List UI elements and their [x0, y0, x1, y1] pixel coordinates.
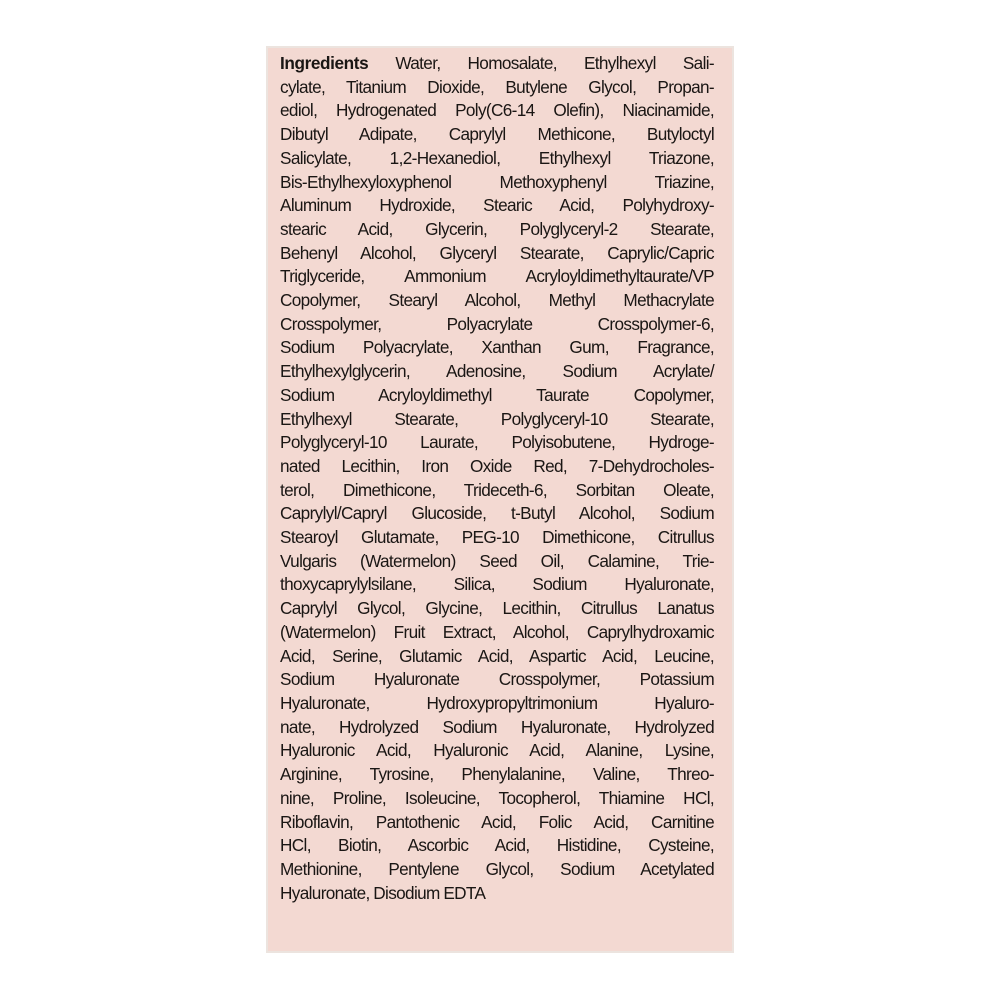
ingredients-heading: Ingredients: [280, 53, 369, 73]
ingredients-text-block: [280, 52, 714, 905]
ingredients-line: Acid, Serine, Glutamic Acid, Aspartic Acid, Leucine,: [280, 645, 714, 666]
ingredients-line: Caprylyl Glycol, Glycine, Lecithin, Citrullus Lanatus: [280, 598, 714, 619]
ingredients-line: nine, Proline, Isoleucine, Tocopherol, Thiamine HCl,: [280, 787, 714, 808]
ingredients-line: Dibutyl Adipate, Caprylyl Methicone, Butyloctyl: [280, 124, 714, 145]
ingredients-line: Methionine, Pentylene Glycol, Sodium Acetylated: [280, 858, 714, 879]
ingredients-line: Sodium Acryloyldimethyl Taurate Copolymer,: [280, 384, 714, 405]
ingredients-line: Triglyceride, Ammonium Acryloyldimethyltaurate/VP: [280, 266, 714, 287]
ingredients-line: Hyaluronic Acid, Hyaluronic Acid, Alanine, Lysine,: [280, 740, 714, 761]
ingredients-line: Bis-Ethylhexyloxyphenol Methoxyphenyl Triazine,: [280, 171, 714, 192]
ingredients-line: Vulgaris (Watermelon) Seed Oil, Calamine, Trie-: [280, 550, 714, 571]
ingredients-line: Hyaluronate, Hydroxypropyltrimonium Hyaluro-: [280, 692, 714, 713]
ingredients-line: Sodium Hyaluronate Crosspolymer, Potassium: [280, 669, 714, 690]
ingredients-line: Crosspolymer, Polyacrylate Crosspolymer-6,: [280, 313, 714, 334]
ingredients-line: nated Lecithin, Iron Oxide Red, 7-Dehydrocholes-: [280, 455, 714, 476]
ingredients-line: Riboflavin, Pantothenic Acid, Folic Acid, Carnitine: [280, 811, 714, 832]
ingredients-line: Arginine, Tyrosine, Phenylalanine, Valine, Threo-: [280, 764, 714, 785]
ingredients-line: Ethylhexyl Stearate, Polyglyceryl-10 Stearate,: [280, 408, 714, 429]
ingredients-line: cylate, Titanium Dioxide, Butylene Glycol, Propan-: [280, 76, 714, 97]
ingredients-line: Stearoyl Glutamate, PEG-10 Dimethicone, Citrullus: [280, 527, 714, 548]
ingredients-line: Copolymer, Stearyl Alcohol, Methyl Methacrylate: [280, 290, 714, 311]
ingredients-line: Hyaluronate, Disodium EDTA: [280, 882, 486, 903]
ingredients-line: Ethylhexylglycerin, Adenosine, Sodium Acrylate/: [280, 361, 714, 382]
ingredients-line: nate, Hydrolyzed Sodium Hyaluronate, Hydrolyzed: [280, 716, 714, 737]
ingredients-line: Sodium Polyacrylate, Xanthan Gum, Fragrance,: [280, 337, 714, 358]
ingredients-line: stearic Acid, Glycerin, Polyglyceryl-2 Stearate,: [280, 218, 714, 239]
ingredients-line: HCl, Biotin, Ascorbic Acid, Histidine, Cysteine,: [280, 835, 714, 856]
ingredients-line: Salicylate, 1,2-Hexanediol, Ethylhexyl Triazone,: [280, 147, 714, 168]
ingredients-line: terol, Dimethicone, Trideceth-6, Sorbitan Oleate,: [280, 479, 714, 500]
ingredients-line: (Watermelon) Fruit Extract, Alcohol, Caprylhydroxamic: [280, 621, 714, 642]
ingredients-line: Ingredients Water, Homosalate, Ethylhexyl Sali-: [280, 53, 714, 73]
ingredients-line: Behenyl Alcohol, Glyceryl Stearate, Caprylic/Capric: [280, 242, 714, 263]
ingredients-line: ediol, Hydrogenated Poly(C6-14 Olefin), Niacinamide,: [280, 100, 714, 121]
ingredients-line: Caprylyl/Capryl Glucoside, t-Butyl Alcohol, Sodium: [280, 503, 714, 524]
ingredients-line: thoxycaprylylsilane, Silica, Sodium Hyaluronate,: [280, 574, 714, 595]
ingredients-line: Aluminum Hydroxide, Stearic Acid, Polyhydroxy-: [280, 195, 714, 216]
ingredients-line: Polyglyceryl-10 Laurate, Polyisobutene, Hydroge-: [280, 432, 714, 453]
